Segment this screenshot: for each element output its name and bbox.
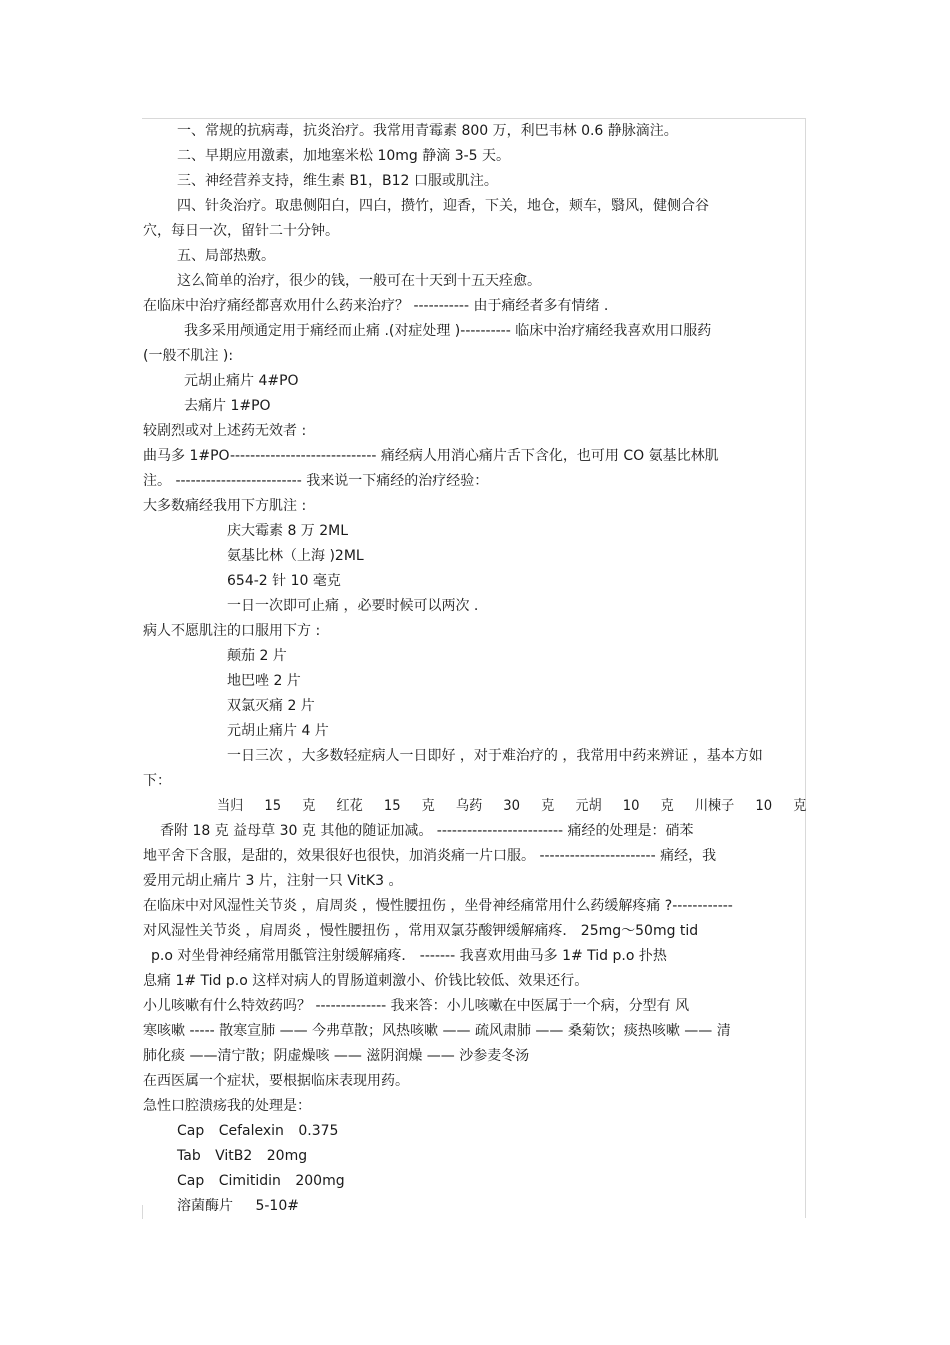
text-line: 元胡止痛片 4#PO [184,373,299,389]
text-line: 二、早期应用激素，加地塞米松 10mg 静滴 3-5 天。 [177,148,511,164]
text-line: 爱用元胡止痛片 3 片，注射一只 VitK3 。 [143,873,403,889]
text-line: Tab VitB2 20mg [177,1148,308,1164]
text-line: 庆大霉素 8 万 2ML [227,523,349,539]
text-line: 一日三次 ，大多数轻症病人一日即好 ，对于难治疗的 ，我常用中药来辨证 ，基本方如 [227,748,763,764]
text-line: 对风湿性关节炎 ，肩周炎 ，慢性腰扭伤 ，常用双氯芬酸钾缓解痛疼． 25mg～50mg tid [143,923,699,939]
text-line: 当归 15 克 红花 15 克 乌药 30 克 元胡 10 克 川楝子 10 克 [217,798,807,814]
text-line: 一日一次即可止痛 ，必要时候可以两次 . [227,598,479,614]
text-line: 下： [143,773,171,789]
text-line: 息痛 1# Tid p.o 这样对病人的胃肠道刺激小、价钱比较低、效果还行。 [143,973,589,989]
text-line: 我多采用颅通定用于痛经而止痛 .(对症处理 )---------- 临床中治疗痛经我喜欢用口服药 [184,323,712,339]
text-line: 元胡止痛片 4 片 [227,723,329,739]
text-line: 五、局部热敷。 [177,248,275,264]
page-frame-left-rule [142,1205,143,1219]
text-line: 四、针灸治疗。取患侧阳白，四白，攒竹，迎香，下关，地仓，颊车，翳风，健侧合谷 [177,198,709,214]
text-line: 溶菌酶片 5-10# [177,1198,299,1214]
text-line: 肺化痰 ——清宁散；阴虚燥咳 —— 滋阴润燥 —— 沙参麦冬汤 [143,1048,530,1064]
text-line: 注。 ------------------------- 我来说一下痛经的治疗经验： [143,473,489,489]
text-line: p.o 对坐骨神经痛常用骶管注射缓解痛疼． ------- 我喜欢用曲马多 1# Tid p.o 扑热 [151,948,667,964]
text-line: (一般不肌注 ): [143,348,234,364]
text-line: 大多数痛经我用下方肌注 : [143,498,307,514]
text-line: 曲马多 1#PO----------------------------- 痛经病人用消心痛片舌下含化，也可用 CO 氨基比林肌 [143,448,719,464]
text-line: 氨基比林（上海 )2ML [227,548,364,564]
text-line: Cap Cefalexin 0.375 [177,1123,339,1139]
text-line: 病人不愿肌注的口服用下方 : [143,623,321,639]
text-line: 地巴唑 2 片 [227,673,301,689]
text-line: 这么简单的治疗，很少的钱，一般可在十天到十五天痊愈。 [177,273,541,289]
text-line: 去痛片 1#PO [184,398,271,414]
text-line: Cap Cimitidin 200mg [177,1173,345,1189]
text-line: 急性口腔溃疡我的处理是： [143,1098,311,1114]
text-line: 双氯灭痛 2 片 [227,698,315,714]
text-line: 在临床中对风湿性关节炎 ，肩周炎 ，慢性腰扭伤 ，坐骨神经痛常用什么药缓解疼痛 ?------------ [143,898,733,914]
text-line: 香附 18 克 益母草 30 克 其他的随证加减。 ------------------------- 痛经的处理是：硝苯 [160,823,694,839]
text-line: 654-2 针 10 毫克 [227,573,341,589]
text-line: 小儿咳嗽有什么特效药吗？ -------------- 我来答：小儿咳嗽在中医属于一个病，分型有 风 [143,998,690,1014]
text-line: 在临床中治疗痛经都喜欢用什么药来治疗？ ----------- 由于痛经者多有情绪 . [143,298,609,314]
text-line: 三、神经营养支持，维生素 B1，B12 口服或肌注。 [177,173,498,189]
text-line: 较剧烈或对上述药无效者 : [143,423,307,439]
text-line: 在西医属一个症状，要根据临床表现用药。 [143,1073,409,1089]
text-line: 寒咳嗽 ----- 散寒宣肺 —— 今弗草散；风热咳嗽 —— 疏风肃肺 —— 桑菊饮；痰热咳嗽 —— 清 [143,1023,731,1039]
text-line: 地平舍下含服，是甜的，效果很好也很快，加消炎痛一片口服。 ----------------------- 痛经，我 [143,848,717,864]
text-line: 颠茄 2 片 [227,648,287,664]
text-line: 一、常规的抗病毒，抗炎治疗。我常用青霉素 800 万，利巴韦林 0.6 静脉滴注。 [177,123,678,139]
text-line: 穴，每日一次，留针二十分钟。 [143,223,339,239]
